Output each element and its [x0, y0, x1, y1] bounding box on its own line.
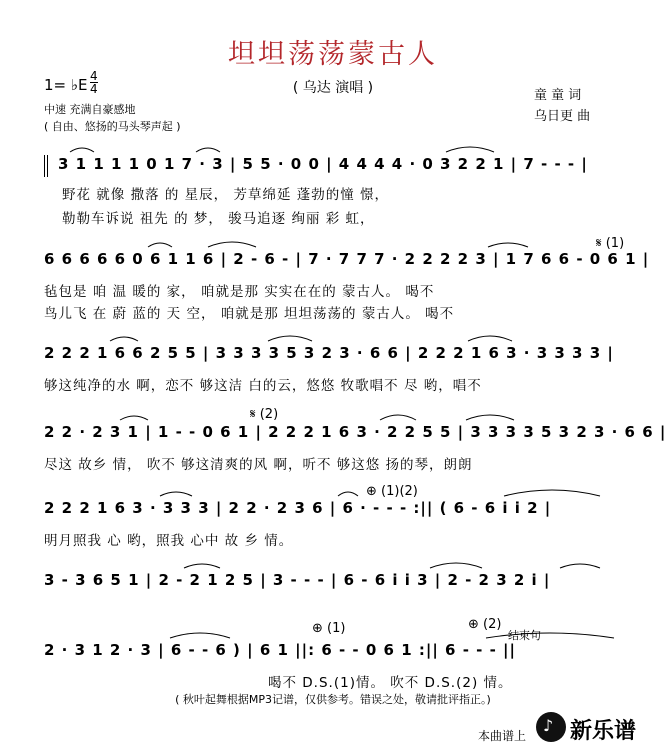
slur-arc: [468, 336, 512, 341]
slur-arc: [110, 337, 138, 341]
tempo-marking: 中速 充满自豪感地: [44, 103, 136, 116]
page-title: 坦坦荡荡蒙古人: [228, 39, 438, 70]
slur-arc: [504, 490, 600, 496]
slur-arc: [170, 633, 230, 638]
slur-arc: [380, 415, 416, 420]
slur-arc: [466, 415, 514, 420]
time-sig-top: 4: [90, 69, 98, 83]
time-sig-bottom: 4: [90, 82, 98, 96]
lyrics-line-7: 明月照我 心 哟，照我 心中 故 乡 情。: [44, 533, 294, 549]
segno-sign-1: 𝄋 (1): [596, 236, 625, 251]
segno-sign-2: 𝄋 (2): [250, 407, 279, 422]
slur-arc: [184, 564, 220, 568]
slur-arc: [486, 633, 614, 638]
lyrics-line-3: 毡包是 咱 温 暖的 家， 咱就是那 实实在在的 蒙古人。 喝不: [44, 284, 435, 300]
slur-arc: [338, 492, 358, 496]
note-row-2: 6 6 6 6 6 0 6 1 1 6 | 2 - 6 - | 7 · 7 7 7 · 2 2 2 2 3 | 1 7 6 6 - 0 6 1 |: [44, 250, 650, 268]
note-row-5: 2 2 2 1 6 3 · 3 3 3 | 2 2 · 2 3 6 | 6 · - - - :|| ( 6 - 6 i i 2 |: [44, 499, 552, 517]
note-row-7: 2 · 3 1 2 · 3 | 6 - - 6 ) | 6 1 ||: 6 - - 0 6 1 :|| 6 - - - ||: [44, 641, 516, 659]
intro-note: ( 自由、悠扬的马头琴声起 ): [44, 120, 181, 133]
slur-arc: [120, 416, 148, 420]
slur-arc: [268, 336, 312, 341]
source-label: 本曲谱上: [478, 729, 527, 743]
music-note-icon: ♪: [543, 716, 554, 735]
lyrics-line-4: 鸟儿飞 在 蔚 蓝的 天 空， 咱就是那 坦坦荡荡的 蒙古人。 喝不: [44, 306, 455, 322]
coda-sign-2: ⊕ (2): [468, 617, 502, 632]
slur-arc: [70, 148, 94, 152]
lyrics-line-1: 野花 就像 撒落 的 星辰， 芳草绵延 蓬勃的憧 憬，: [62, 187, 390, 203]
note-row-3: 2 2 2 1 6 6 2 5 5 | 3 3 3 3 5 3 2 3 · 6 6 | 2 2 2 1 6 3 · 3 3 3 3 |: [44, 344, 614, 362]
slur-arc: [148, 243, 172, 247]
lyricist-credit: 童 童 词: [534, 88, 582, 103]
key-signature: 1= ♭E: [44, 76, 88, 94]
slur-arc: [196, 148, 220, 152]
site-logo: 新乐谱: [570, 719, 637, 744]
slur-arc: [160, 492, 192, 496]
transcription-note: ( 秋叶起舞根据MP3记谱，仅供参考。错误之处，敬请批评指正。): [175, 693, 491, 706]
lyrics-line-6: 尽这 故乡 情， 吹不 够这清爽的风 啊，听不 够这悠 扬的琴，朗朗: [44, 457, 473, 473]
slur-arc: [446, 147, 494, 152]
note-row-1: 3 1 1 1 1 0 1 7 · 3 | 5 5 · 0 0 | 4 4 4 4 · 0 3 2 2 1 | 7 - - - |: [58, 155, 588, 173]
slur-arc: [560, 564, 600, 568]
composer-credit: 乌日更 曲: [534, 109, 591, 124]
note-row-6: 3 - 3 6 5 1 | 2 - 2 1 2 5 | 3 - - - | 6 - 6 i i 3 | 2 - 2 3 2 i |: [44, 571, 551, 589]
lyrics-line-5: 够这纯净的水 啊，恋不 够这洁 白的云，悠悠 牧歌唱不 尽 哟，唱不: [44, 378, 482, 394]
slur-arc: [488, 243, 528, 247]
singer-credit: ( 乌达 演唱 ): [292, 80, 374, 96]
ending-label: 结束句: [508, 629, 541, 642]
note-row-4: 2 2 · 2 3 1 | 1 - - 0 6 1 | 2 2 2 1 6 3 · 2 2 5 5 | 3 3 3 3 5 3 2 3 · 6 6 |: [44, 423, 666, 441]
coda-sign-1: ⊕ (1): [312, 621, 346, 636]
coda-sign-1-2: ⊕ (1)(2): [366, 484, 418, 499]
lyrics-line-2: 勒勒车诉说 祖先 的 梦， 骏马追逐 绚丽 彩 虹，: [62, 211, 375, 227]
slur-arc: [208, 242, 256, 247]
slur-arc: [430, 563, 482, 568]
lyrics-line-8: 喝不 D.S.(1)情。 吹不 D.S.(2) 情。: [268, 675, 513, 691]
